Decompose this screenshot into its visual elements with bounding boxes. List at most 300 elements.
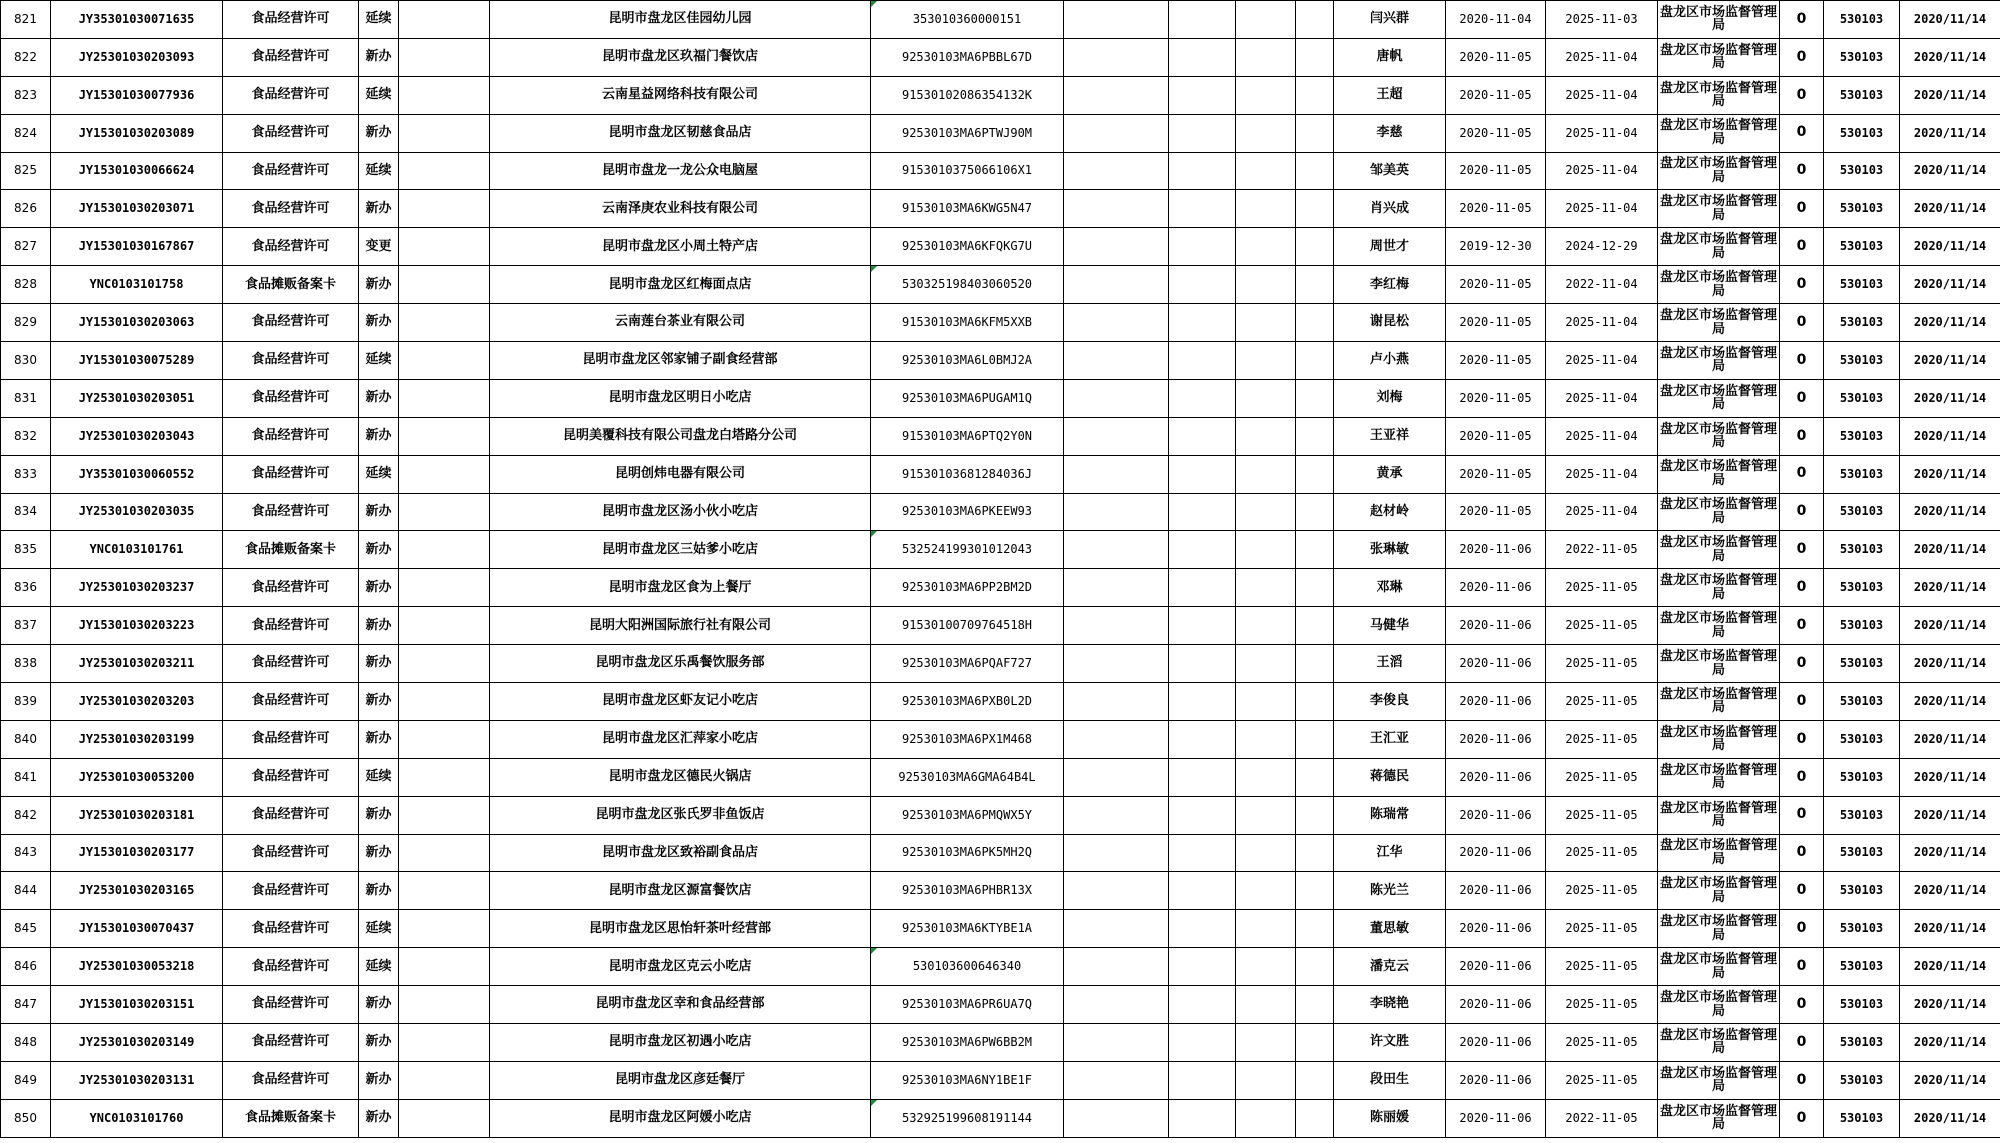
- empty-cell[interactable]: [1296, 1, 1334, 39]
- publish-date-cell[interactable]: 2020/11/14: [1900, 683, 2000, 721]
- empty-cell[interactable]: [399, 834, 490, 872]
- authority-cell[interactable]: 盘龙区市场监督管理局: [1658, 1024, 1780, 1062]
- operation-type-cell[interactable]: 新办: [359, 645, 399, 683]
- empty-cell[interactable]: [1296, 683, 1334, 721]
- authority-cell[interactable]: 盘龙区市场监督管理局: [1658, 910, 1780, 948]
- empty-cell[interactable]: [1064, 758, 1169, 796]
- business-name-cell[interactable]: 昆明市盘龙区幸和食品经营部: [490, 986, 871, 1024]
- empty-cell[interactable]: [1236, 152, 1296, 190]
- license-number-cell[interactable]: JY15301030203223: [51, 607, 223, 645]
- authority-cell[interactable]: 盘龙区市场监督管理局: [1658, 304, 1780, 342]
- empty-cell[interactable]: [1064, 1099, 1169, 1137]
- publish-date-cell[interactable]: 2020/11/14: [1900, 38, 2000, 76]
- row-index-cell[interactable]: 823: [1, 76, 51, 114]
- row-index-cell[interactable]: 821: [1, 1, 51, 39]
- valid-to-cell[interactable]: 2025-11-04: [1546, 152, 1658, 190]
- license-type-cell[interactable]: 食品经营许可: [223, 834, 359, 872]
- credit-code-cell[interactable]: 92530103MA6PBBL67D: [871, 38, 1064, 76]
- credit-code-cell[interactable]: 92530103MA6PTWJ90M: [871, 114, 1064, 152]
- empty-cell[interactable]: [1064, 1024, 1169, 1062]
- operation-type-cell[interactable]: 新办: [359, 834, 399, 872]
- business-name-cell[interactable]: 昆明市盘龙区食为上餐厅: [490, 569, 871, 607]
- status-zero-cell[interactable]: 0: [1780, 1099, 1824, 1137]
- status-zero-cell[interactable]: 0: [1780, 152, 1824, 190]
- status-zero-cell[interactable]: 0: [1780, 683, 1824, 721]
- operation-type-cell[interactable]: 延续: [359, 76, 399, 114]
- credit-code-cell[interactable]: 92530103MA6PX1M468: [871, 720, 1064, 758]
- empty-cell[interactable]: [1296, 493, 1334, 531]
- license-number-cell[interactable]: YNC0103101761: [51, 531, 223, 569]
- license-number-cell[interactable]: JY35301030060552: [51, 455, 223, 493]
- operation-type-cell[interactable]: 延续: [359, 342, 399, 380]
- credit-code-cell[interactable]: 92530103MA6L0BMJ2A: [871, 342, 1064, 380]
- valid-to-cell[interactable]: 2025-11-04: [1546, 38, 1658, 76]
- empty-cell[interactable]: [1169, 266, 1236, 304]
- empty-cell[interactable]: [399, 683, 490, 721]
- legal-person-cell[interactable]: 王超: [1334, 76, 1446, 114]
- empty-cell[interactable]: [1236, 304, 1296, 342]
- valid-from-cell[interactable]: 2020-11-06: [1446, 569, 1546, 607]
- credit-code-cell[interactable]: 91530103MA6KWG5N47: [871, 190, 1064, 228]
- license-type-cell[interactable]: 食品经营许可: [223, 910, 359, 948]
- empty-cell[interactable]: [1236, 1, 1296, 39]
- license-type-cell[interactable]: 食品经营许可: [223, 76, 359, 114]
- credit-code-cell[interactable]: 9153010375066106X1: [871, 152, 1064, 190]
- authority-cell[interactable]: 盘龙区市场监督管理局: [1658, 1099, 1780, 1137]
- publish-date-cell[interactable]: 2020/11/14: [1900, 152, 2000, 190]
- operation-type-cell[interactable]: 新办: [359, 720, 399, 758]
- empty-cell[interactable]: [1169, 342, 1236, 380]
- empty-cell[interactable]: [1169, 379, 1236, 417]
- authority-cell[interactable]: 盘龙区市场监督管理局: [1658, 796, 1780, 834]
- authority-cell[interactable]: 盘龙区市场监督管理局: [1658, 417, 1780, 455]
- empty-cell[interactable]: [1169, 38, 1236, 76]
- region-code-cell[interactable]: 530103: [1824, 569, 1900, 607]
- empty-cell[interactable]: [1236, 645, 1296, 683]
- region-code-cell[interactable]: 530103: [1824, 114, 1900, 152]
- valid-from-cell[interactable]: 2020-11-05: [1446, 417, 1546, 455]
- authority-cell[interactable]: 盘龙区市场监督管理局: [1658, 948, 1780, 986]
- license-type-cell[interactable]: 食品经营许可: [223, 607, 359, 645]
- operation-type-cell[interactable]: 新办: [359, 569, 399, 607]
- row-index-cell[interactable]: 841: [1, 758, 51, 796]
- row-index-cell[interactable]: 833: [1, 455, 51, 493]
- valid-from-cell[interactable]: 2020-11-06: [1446, 948, 1546, 986]
- license-number-cell[interactable]: JY25301030203093: [51, 38, 223, 76]
- publish-date-cell[interactable]: 2020/11/14: [1900, 493, 2000, 531]
- empty-cell[interactable]: [1236, 1099, 1296, 1137]
- license-number-cell[interactable]: JY15301030167867: [51, 228, 223, 266]
- license-type-cell[interactable]: 食品经营许可: [223, 152, 359, 190]
- empty-cell[interactable]: [1296, 796, 1334, 834]
- empty-cell[interactable]: [1296, 910, 1334, 948]
- empty-cell[interactable]: [1236, 1061, 1296, 1099]
- license-number-cell[interactable]: JY15301030070437: [51, 910, 223, 948]
- status-zero-cell[interactable]: 0: [1780, 379, 1824, 417]
- valid-to-cell[interactable]: 2025-11-05: [1546, 796, 1658, 834]
- region-code-cell[interactable]: 530103: [1824, 342, 1900, 380]
- business-name-cell[interactable]: 昆明市盘龙区源富餐饮店: [490, 872, 871, 910]
- empty-cell[interactable]: [1169, 76, 1236, 114]
- publish-date-cell[interactable]: 2020/11/14: [1900, 645, 2000, 683]
- empty-cell[interactable]: [1296, 986, 1334, 1024]
- empty-cell[interactable]: [1296, 834, 1334, 872]
- license-number-cell[interactable]: JY25301030203203: [51, 683, 223, 721]
- valid-from-cell[interactable]: 2020-11-06: [1446, 834, 1546, 872]
- region-code-cell[interactable]: 530103: [1824, 986, 1900, 1024]
- row-index-cell[interactable]: 834: [1, 493, 51, 531]
- valid-to-cell[interactable]: 2025-11-04: [1546, 455, 1658, 493]
- legal-person-cell[interactable]: 陈瑞常: [1334, 796, 1446, 834]
- empty-cell[interactable]: [1169, 607, 1236, 645]
- empty-cell[interactable]: [1169, 986, 1236, 1024]
- legal-person-cell[interactable]: 李晓艳: [1334, 986, 1446, 1024]
- empty-cell[interactable]: [1169, 417, 1236, 455]
- empty-cell[interactable]: [1064, 304, 1169, 342]
- authority-cell[interactable]: 盘龙区市场监督管理局: [1658, 38, 1780, 76]
- credit-code-cell[interactable]: 92530103MA6PUGAM1Q: [871, 379, 1064, 417]
- empty-cell[interactable]: [399, 76, 490, 114]
- empty-cell[interactable]: [399, 531, 490, 569]
- empty-cell[interactable]: [1296, 379, 1334, 417]
- empty-cell[interactable]: [1296, 266, 1334, 304]
- publish-date-cell[interactable]: 2020/11/14: [1900, 228, 2000, 266]
- valid-from-cell[interactable]: 2020-11-06: [1446, 531, 1546, 569]
- authority-cell[interactable]: 盘龙区市场监督管理局: [1658, 342, 1780, 380]
- license-number-cell[interactable]: JY25301030053218: [51, 948, 223, 986]
- empty-cell[interactable]: [399, 986, 490, 1024]
- empty-cell[interactable]: [1169, 645, 1236, 683]
- empty-cell[interactable]: [1296, 455, 1334, 493]
- valid-to-cell[interactable]: 2025-11-04: [1546, 493, 1658, 531]
- valid-to-cell[interactable]: 2022-11-04: [1546, 266, 1658, 304]
- publish-date-cell[interactable]: 2020/11/14: [1900, 834, 2000, 872]
- status-zero-cell[interactable]: 0: [1780, 417, 1824, 455]
- authority-cell[interactable]: 盘龙区市场监督管理局: [1658, 986, 1780, 1024]
- empty-cell[interactable]: [1296, 1099, 1334, 1137]
- empty-cell[interactable]: [1169, 569, 1236, 607]
- license-number-cell[interactable]: JY15301030066624: [51, 152, 223, 190]
- legal-person-cell[interactable]: 黄承: [1334, 455, 1446, 493]
- business-name-cell[interactable]: 昆明市盘龙区佳园幼儿园: [490, 1, 871, 39]
- empty-cell[interactable]: [1169, 152, 1236, 190]
- license-type-cell[interactable]: 食品摊贩备案卡: [223, 266, 359, 304]
- operation-type-cell[interactable]: 延续: [359, 948, 399, 986]
- valid-to-cell[interactable]: 2025-11-05: [1546, 910, 1658, 948]
- license-type-cell[interactable]: 食品经营许可: [223, 1, 359, 39]
- empty-cell[interactable]: [1296, 645, 1334, 683]
- empty-cell[interactable]: [1236, 720, 1296, 758]
- valid-to-cell[interactable]: 2024-12-29: [1546, 228, 1658, 266]
- license-number-cell[interactable]: JY25301030203131: [51, 1061, 223, 1099]
- license-number-cell[interactable]: JY25301030203199: [51, 720, 223, 758]
- operation-type-cell[interactable]: 新办: [359, 304, 399, 342]
- empty-cell[interactable]: [1236, 948, 1296, 986]
- region-code-cell[interactable]: 530103: [1824, 607, 1900, 645]
- empty-cell[interactable]: [1169, 304, 1236, 342]
- legal-person-cell[interactable]: 董思敏: [1334, 910, 1446, 948]
- empty-cell[interactable]: [399, 38, 490, 76]
- business-name-cell[interactable]: 昆明市盘龙区汇萍家小吃店: [490, 720, 871, 758]
- valid-from-cell[interactable]: 2020-11-05: [1446, 304, 1546, 342]
- empty-cell[interactable]: [1296, 114, 1334, 152]
- authority-cell[interactable]: 盘龙区市场监督管理局: [1658, 114, 1780, 152]
- license-number-cell[interactable]: JY15301030075289: [51, 342, 223, 380]
- empty-cell[interactable]: [1296, 304, 1334, 342]
- empty-cell[interactable]: [1236, 834, 1296, 872]
- status-zero-cell[interactable]: 0: [1780, 493, 1824, 531]
- publish-date-cell[interactable]: 2020/11/14: [1900, 1024, 2000, 1062]
- valid-to-cell[interactable]: 2025-11-04: [1546, 342, 1658, 380]
- empty-cell[interactable]: [1064, 683, 1169, 721]
- legal-person-cell[interactable]: 段田生: [1334, 1061, 1446, 1099]
- valid-from-cell[interactable]: 2020-11-06: [1446, 607, 1546, 645]
- license-number-cell[interactable]: JY25301030203149: [51, 1024, 223, 1062]
- region-code-cell[interactable]: 530103: [1824, 1024, 1900, 1062]
- legal-person-cell[interactable]: 江华: [1334, 834, 1446, 872]
- legal-person-cell[interactable]: 陈光兰: [1334, 872, 1446, 910]
- row-index-cell[interactable]: 826: [1, 190, 51, 228]
- credit-code-cell[interactable]: 92530103MA6PKEEW93: [871, 493, 1064, 531]
- legal-person-cell[interactable]: 李红梅: [1334, 266, 1446, 304]
- operation-type-cell[interactable]: 延续: [359, 910, 399, 948]
- region-code-cell[interactable]: 530103: [1824, 1099, 1900, 1137]
- operation-type-cell[interactable]: 新办: [359, 417, 399, 455]
- empty-cell[interactable]: [1169, 910, 1236, 948]
- status-zero-cell[interactable]: 0: [1780, 266, 1824, 304]
- authority-cell[interactable]: 盘龙区市场监督管理局: [1658, 1061, 1780, 1099]
- operation-type-cell[interactable]: 新办: [359, 379, 399, 417]
- operation-type-cell[interactable]: 延续: [359, 455, 399, 493]
- valid-to-cell[interactable]: 2022-11-05: [1546, 1099, 1658, 1137]
- valid-to-cell[interactable]: 2025-11-04: [1546, 304, 1658, 342]
- publish-date-cell[interactable]: 2020/11/14: [1900, 417, 2000, 455]
- business-name-cell[interactable]: 昆明市盘龙区张氏罗非鱼饭店: [490, 796, 871, 834]
- empty-cell[interactable]: [399, 228, 490, 266]
- authority-cell[interactable]: 盘龙区市场监督管理局: [1658, 607, 1780, 645]
- empty-cell[interactable]: [399, 342, 490, 380]
- status-zero-cell[interactable]: 0: [1780, 76, 1824, 114]
- empty-cell[interactable]: [399, 1061, 490, 1099]
- row-index-cell[interactable]: 832: [1, 417, 51, 455]
- license-type-cell[interactable]: 食品摊贩备案卡: [223, 1099, 359, 1137]
- business-name-cell[interactable]: 云南星益网络科技有限公司: [490, 76, 871, 114]
- credit-code-cell[interactable]: 92530103MA6KFQKG7U: [871, 228, 1064, 266]
- empty-cell[interactable]: [1064, 228, 1169, 266]
- empty-cell[interactable]: [1064, 872, 1169, 910]
- legal-person-cell[interactable]: 潘克云: [1334, 948, 1446, 986]
- business-name-cell[interactable]: 昆明市盘龙区阿媛小吃店: [490, 1099, 871, 1137]
- legal-person-cell[interactable]: 周世才: [1334, 228, 1446, 266]
- valid-to-cell[interactable]: 2025-11-04: [1546, 379, 1658, 417]
- valid-from-cell[interactable]: 2020-11-05: [1446, 455, 1546, 493]
- license-number-cell[interactable]: YNC0103101758: [51, 266, 223, 304]
- license-type-cell[interactable]: 食品经营许可: [223, 948, 359, 986]
- row-index-cell[interactable]: 840: [1, 720, 51, 758]
- license-number-cell[interactable]: JY35301030071635: [51, 1, 223, 39]
- empty-cell[interactable]: [1296, 531, 1334, 569]
- publish-date-cell[interactable]: 2020/11/14: [1900, 720, 2000, 758]
- status-zero-cell[interactable]: 0: [1780, 342, 1824, 380]
- status-zero-cell[interactable]: 0: [1780, 38, 1824, 76]
- publish-date-cell[interactable]: 2020/11/14: [1900, 114, 2000, 152]
- status-zero-cell[interactable]: 0: [1780, 304, 1824, 342]
- legal-person-cell[interactable]: 李慈: [1334, 114, 1446, 152]
- row-index-cell[interactable]: 831: [1, 379, 51, 417]
- empty-cell[interactable]: [1064, 342, 1169, 380]
- empty-cell[interactable]: [1236, 1024, 1296, 1062]
- region-code-cell[interactable]: 530103: [1824, 228, 1900, 266]
- authority-cell[interactable]: 盘龙区市场监督管理局: [1658, 379, 1780, 417]
- operation-type-cell[interactable]: 新办: [359, 683, 399, 721]
- empty-cell[interactable]: [399, 152, 490, 190]
- row-index-cell[interactable]: 836: [1, 569, 51, 607]
- operation-type-cell[interactable]: 新办: [359, 114, 399, 152]
- region-code-cell[interactable]: 530103: [1824, 76, 1900, 114]
- empty-cell[interactable]: [1169, 796, 1236, 834]
- business-name-cell[interactable]: 昆明市盘龙区思怡轩茶叶经营部: [490, 910, 871, 948]
- business-name-cell[interactable]: 昆明市盘龙区克云小吃店: [490, 948, 871, 986]
- valid-from-cell[interactable]: 2020-11-05: [1446, 152, 1546, 190]
- empty-cell[interactable]: [1064, 910, 1169, 948]
- license-type-cell[interactable]: 食品经营许可: [223, 228, 359, 266]
- empty-cell[interactable]: [399, 304, 490, 342]
- row-index-cell[interactable]: 838: [1, 645, 51, 683]
- credit-code-cell[interactable]: 92530103MA6PP2BM2D: [871, 569, 1064, 607]
- publish-date-cell[interactable]: 2020/11/14: [1900, 796, 2000, 834]
- empty-cell[interactable]: [1236, 342, 1296, 380]
- empty-cell[interactable]: [1236, 379, 1296, 417]
- license-type-cell[interactable]: 食品经营许可: [223, 38, 359, 76]
- status-zero-cell[interactable]: 0: [1780, 758, 1824, 796]
- row-index-cell[interactable]: 825: [1, 152, 51, 190]
- operation-type-cell[interactable]: 新办: [359, 190, 399, 228]
- region-code-cell[interactable]: 530103: [1824, 645, 1900, 683]
- status-zero-cell[interactable]: 0: [1780, 834, 1824, 872]
- license-number-cell[interactable]: YNC0103101760: [51, 1099, 223, 1137]
- empty-cell[interactable]: [1296, 607, 1334, 645]
- row-index-cell[interactable]: 822: [1, 38, 51, 76]
- empty-cell[interactable]: [1296, 76, 1334, 114]
- legal-person-cell[interactable]: 闫兴群: [1334, 1, 1446, 39]
- empty-cell[interactable]: [1296, 948, 1334, 986]
- business-name-cell[interactable]: 昆明市盘龙区虾友记小吃店: [490, 683, 871, 721]
- license-number-cell[interactable]: JY25301030203181: [51, 796, 223, 834]
- operation-type-cell[interactable]: 新办: [359, 1024, 399, 1062]
- legal-person-cell[interactable]: 王滔: [1334, 645, 1446, 683]
- license-type-cell[interactable]: 食品经营许可: [223, 796, 359, 834]
- empty-cell[interactable]: [1169, 834, 1236, 872]
- valid-from-cell[interactable]: 2020-11-06: [1446, 796, 1546, 834]
- empty-cell[interactable]: [1169, 948, 1236, 986]
- empty-cell[interactable]: [1236, 986, 1296, 1024]
- credit-code-cell[interactable]: 91530103MA6PTQ2Y0N: [871, 417, 1064, 455]
- status-zero-cell[interactable]: 0: [1780, 190, 1824, 228]
- operation-type-cell[interactable]: 新办: [359, 1061, 399, 1099]
- authority-cell[interactable]: 盘龙区市场监督管理局: [1658, 872, 1780, 910]
- empty-cell[interactable]: [1296, 417, 1334, 455]
- authority-cell[interactable]: 盘龙区市场监督管理局: [1658, 758, 1780, 796]
- empty-cell[interactable]: [399, 493, 490, 531]
- empty-cell[interactable]: [1236, 114, 1296, 152]
- row-index-cell[interactable]: 848: [1, 1024, 51, 1062]
- status-zero-cell[interactable]: 0: [1780, 455, 1824, 493]
- business-name-cell[interactable]: 昆明市盘龙区邻家铺子副食经营部: [490, 342, 871, 380]
- empty-cell[interactable]: [1296, 1024, 1334, 1062]
- empty-cell[interactable]: [399, 266, 490, 304]
- business-name-cell[interactable]: 云南泽庚农业科技有限公司: [490, 190, 871, 228]
- publish-date-cell[interactable]: 2020/11/14: [1900, 76, 2000, 114]
- authority-cell[interactable]: 盘龙区市场监督管理局: [1658, 645, 1780, 683]
- publish-date-cell[interactable]: 2020/11/14: [1900, 266, 2000, 304]
- empty-cell[interactable]: [1064, 834, 1169, 872]
- publish-date-cell[interactable]: 2020/11/14: [1900, 1099, 2000, 1137]
- business-name-cell[interactable]: 昆明市盘龙区明日小吃店: [490, 379, 871, 417]
- valid-from-cell[interactable]: 2020-11-05: [1446, 266, 1546, 304]
- empty-cell[interactable]: [1064, 38, 1169, 76]
- publish-date-cell[interactable]: 2020/11/14: [1900, 986, 2000, 1024]
- valid-from-cell[interactable]: 2020-11-06: [1446, 910, 1546, 948]
- license-type-cell[interactable]: 食品经营许可: [223, 1024, 359, 1062]
- authority-cell[interactable]: 盘龙区市场监督管理局: [1658, 266, 1780, 304]
- legal-person-cell[interactable]: 陈丽媛: [1334, 1099, 1446, 1137]
- credit-code-cell[interactable]: 530325198403060520: [871, 266, 1064, 304]
- license-number-cell[interactable]: JY25301030203237: [51, 569, 223, 607]
- license-number-cell[interactable]: JY15301030077936: [51, 76, 223, 114]
- publish-date-cell[interactable]: 2020/11/14: [1900, 455, 2000, 493]
- empty-cell[interactable]: [1169, 1024, 1236, 1062]
- business-name-cell[interactable]: 昆明市盘龙区德民火锅店: [490, 758, 871, 796]
- region-code-cell[interactable]: 530103: [1824, 720, 1900, 758]
- authority-cell[interactable]: 盘龙区市场监督管理局: [1658, 190, 1780, 228]
- business-name-cell[interactable]: 昆明大阳洲国际旅行社有限公司: [490, 607, 871, 645]
- region-code-cell[interactable]: 530103: [1824, 796, 1900, 834]
- license-number-cell[interactable]: JY15301030203063: [51, 304, 223, 342]
- publish-date-cell[interactable]: 2020/11/14: [1900, 607, 2000, 645]
- valid-from-cell[interactable]: 2020-11-05: [1446, 76, 1546, 114]
- license-type-cell[interactable]: 食品经营许可: [223, 379, 359, 417]
- valid-to-cell[interactable]: 2025-11-04: [1546, 417, 1658, 455]
- operation-type-cell[interactable]: 新办: [359, 38, 399, 76]
- legal-person-cell[interactable]: 蒋德民: [1334, 758, 1446, 796]
- operation-type-cell[interactable]: 新办: [359, 872, 399, 910]
- status-zero-cell[interactable]: 0: [1780, 720, 1824, 758]
- status-zero-cell[interactable]: 0: [1780, 948, 1824, 986]
- license-type-cell[interactable]: 食品经营许可: [223, 645, 359, 683]
- empty-cell[interactable]: [399, 1099, 490, 1137]
- publish-date-cell[interactable]: 2020/11/14: [1900, 948, 2000, 986]
- empty-cell[interactable]: [1169, 683, 1236, 721]
- empty-cell[interactable]: [399, 114, 490, 152]
- credit-code-cell[interactable]: 92530103MA6GMA64B4L: [871, 758, 1064, 796]
- empty-cell[interactable]: [1296, 342, 1334, 380]
- business-name-cell[interactable]: 昆明市盘龙区小周土特产店: [490, 228, 871, 266]
- license-number-cell[interactable]: JY25301030203211: [51, 645, 223, 683]
- license-number-cell[interactable]: JY15301030203071: [51, 190, 223, 228]
- publish-date-cell[interactable]: 2020/11/14: [1900, 379, 2000, 417]
- empty-cell[interactable]: [1064, 720, 1169, 758]
- legal-person-cell[interactable]: 张琳敏: [1334, 531, 1446, 569]
- license-type-cell[interactable]: 食品经营许可: [223, 342, 359, 380]
- empty-cell[interactable]: [1169, 1099, 1236, 1137]
- empty-cell[interactable]: [1236, 531, 1296, 569]
- business-name-cell[interactable]: 昆明创炜电器有限公司: [490, 455, 871, 493]
- row-index-cell[interactable]: 839: [1, 683, 51, 721]
- authority-cell[interactable]: 盘龙区市场监督管理局: [1658, 834, 1780, 872]
- valid-to-cell[interactable]: 2025-11-05: [1546, 872, 1658, 910]
- empty-cell[interactable]: [1064, 152, 1169, 190]
- empty-cell[interactable]: [1236, 872, 1296, 910]
